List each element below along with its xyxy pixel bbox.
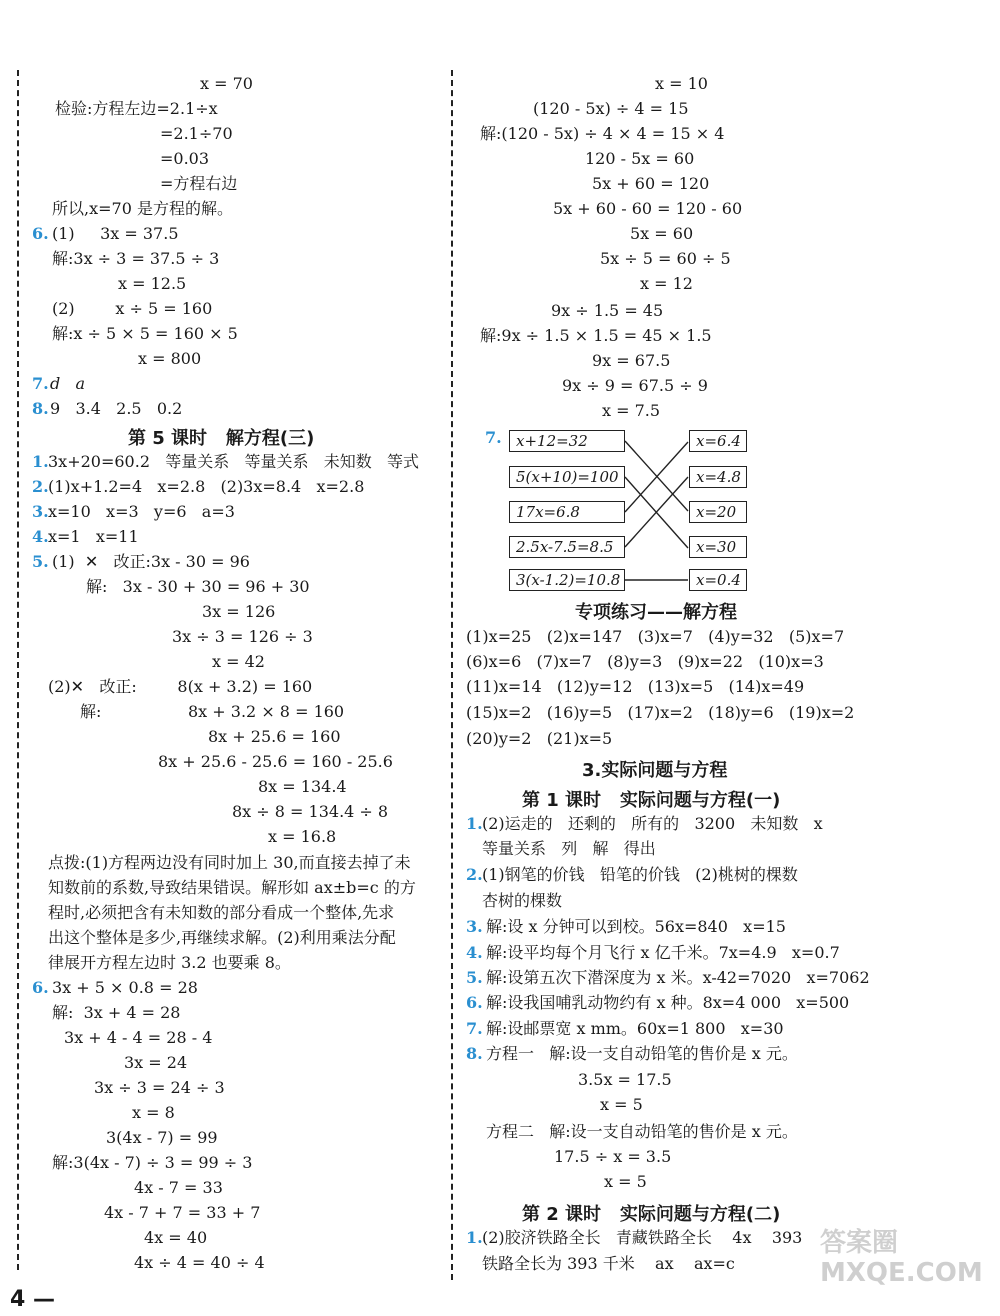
right-line: (1)x=25 (2)x=147 (3)x=7 (4)y=32 (5)x=7: [466, 627, 845, 646]
left-line: x = 42: [212, 652, 265, 671]
left-line: 8x + 25.6 = 160: [208, 727, 341, 746]
left-line: 3x ÷ 3 = 24 ÷ 3: [94, 1078, 225, 1097]
left-line: 检验:方程左边=2.1÷x: [55, 99, 218, 118]
right-line: 等量关系 列 解 得出: [482, 839, 656, 858]
right-line: (2)运走的 还剩的 所有的 3200 未知数 x: [482, 814, 823, 833]
right-line: 解:9x ÷ 1.5 × 1.5 = 45 × 1.5: [480, 326, 712, 345]
right-line: (6)x=6 (7)x=7 (8)y=3 (9)x=22 (10)x=3: [466, 652, 824, 671]
tip-line: 程时,必须把含有未知数的部分看成一个整体,先求: [48, 903, 395, 922]
left-line: 解: 3x - 30 + 30 = 96 + 30: [86, 577, 310, 596]
question-number: 1.: [32, 452, 49, 471]
equation-box: 3(x-1.2)=10.8: [509, 569, 625, 591]
solution-box: x=4.8: [689, 466, 747, 488]
left-line: (2) x ÷ 5 = 160: [52, 299, 213, 318]
left-line: x = 12.5: [118, 274, 187, 293]
section-title: 第 2 课时 实际问题与方程(二): [522, 1204, 781, 1225]
right-line: 5x ÷ 5 = 60 ÷ 5: [600, 249, 731, 268]
right-line: (120 - 5x) ÷ 4 = 15: [533, 99, 689, 118]
right-line: 解:设第五次下潜深度为 x 米。x-42=7020 x=7062: [486, 968, 870, 987]
tip-line: 出这个整体是多少,再继续求解。(2)利用乘法分配: [48, 928, 396, 947]
question-number: 8.: [32, 399, 49, 418]
question-number: 5.: [32, 552, 49, 571]
question-number: 3.: [466, 917, 483, 936]
right-line: 120 - 5x = 60: [585, 149, 695, 168]
equation-box: 17x=6.8: [509, 501, 625, 523]
left-margin-divider: [17, 70, 19, 1270]
solution-box: x=30: [689, 536, 747, 558]
left-line: 8x ÷ 8 = 134.4 ÷ 8: [232, 802, 389, 821]
equation-box: x+12=32: [509, 430, 625, 452]
right-line: 9x = 67.5: [592, 351, 671, 370]
question-number: 1.: [466, 814, 483, 833]
chapter-title: 3.实际问题与方程: [582, 760, 728, 781]
right-line: x = 5: [600, 1095, 643, 1114]
left-line: 3x = 24: [124, 1053, 188, 1072]
right-line: (2)胶济铁路全长 青藏铁路全长 4x 393: [482, 1228, 803, 1247]
left-line: (1)x+1.2=4 x=2.8 (2)3x=8.4 x=2.8: [48, 477, 365, 496]
question-number: 6.: [32, 978, 49, 997]
question-number: 6.: [466, 993, 483, 1012]
section-title: 第 1 课时 实际问题与方程(一): [522, 790, 781, 811]
right-line: 解:(120 - 5x) ÷ 4 × 4 = 15 × 4: [480, 124, 725, 143]
left-line: 9 3.4 2.5 0.2: [50, 399, 183, 418]
section-title: 专项练习——解方程: [575, 602, 737, 623]
right-line: (1)钢笔的价钱 铅笔的价钱 (2)桃树的棵数: [482, 865, 798, 884]
left-line: 4x - 7 = 33: [134, 1178, 223, 1197]
right-line: 铁路全长为 393 千米 ax ax=c: [482, 1254, 735, 1273]
column-divider: [451, 70, 453, 1280]
tip-line: 律展开方程左边时 3.2 也要乘 8。: [48, 953, 291, 972]
left-line: x=10 x=3 y=6 a=3: [48, 502, 235, 521]
section-title: 第 5 课时 解方程(三): [128, 428, 315, 449]
right-line: 5x + 60 = 120: [592, 174, 710, 193]
matching-diagram: [505, 428, 755, 593]
left-line: =方程右边: [160, 174, 238, 193]
tip-line: 知数前的系数,导致结果错误。解形如 ax±b=c 的方: [48, 878, 416, 897]
question-number: 2.: [32, 477, 49, 496]
question-number: 3.: [32, 502, 49, 521]
left-line: x=1 x=11: [48, 527, 139, 546]
left-line: 解:: [80, 702, 102, 721]
left-line: 3x ÷ 3 = 126 ÷ 3: [172, 627, 313, 646]
right-line: (15)x=2 (16)y=5 (17)x=2 (18)y=6 (19)x=2: [466, 703, 855, 722]
equation-box: 5(x+10)=100: [509, 466, 625, 488]
right-line: 5x = 60: [630, 224, 694, 243]
watermark: 答案圈 MXQE.COM: [820, 1228, 983, 1288]
left-line: x = 800: [138, 349, 202, 368]
right-line: 解:设平均每个月飞行 x 亿千米。7x=4.9 x=0.7: [486, 943, 840, 962]
left-line: 3x + 5 × 0.8 = 28: [52, 978, 198, 997]
right-line: x = 5: [604, 1172, 647, 1191]
question-number: 6.: [32, 224, 49, 243]
right-line: 5x + 60 - 60 = 120 - 60: [553, 199, 743, 218]
left-line: 8x + 3.2 × 8 = 160: [188, 702, 345, 721]
left-line: x = 8: [132, 1103, 175, 1122]
left-line: 8x = 134.4: [258, 777, 347, 796]
solution-box: x=6.4: [689, 430, 747, 452]
right-line: (20)y=2 (21)x=5: [466, 729, 613, 748]
tip-line: 点拨:(1)方程两边没有同时加上 30,而直接去掉了未: [48, 853, 411, 872]
left-line: 3x+20=60.2 等量关系 等量关系 未知数 等式: [48, 452, 420, 471]
left-line: =2.1÷70: [160, 124, 233, 143]
question-number: 4.: [32, 527, 49, 546]
right-line: 3.5x = 17.5: [578, 1070, 672, 1089]
equation-box: 2.5x-7.5=8.5: [509, 536, 625, 558]
right-line: x = 12: [640, 274, 693, 293]
left-line: 解: 3x + 4 = 28: [52, 1003, 181, 1022]
left-line: =0.03: [160, 149, 210, 168]
left-line: d a: [50, 374, 86, 393]
left-line: 3x + 4 - 4 = 28 - 4: [64, 1028, 213, 1047]
solution-box: x=0.4: [689, 569, 747, 591]
question-number: 4.: [466, 943, 483, 962]
question-number: 8.: [466, 1044, 483, 1063]
right-line: 17.5 ÷ x = 3.5: [554, 1147, 672, 1166]
question-number: 7.: [32, 374, 49, 393]
right-line: 杏树的棵数: [482, 891, 563, 910]
left-line: 解:3(4x - 7) ÷ 3 = 99 ÷ 3: [52, 1153, 253, 1172]
right-line: (11)x=14 (12)y=12 (13)x=5 (14)x=49: [466, 677, 805, 696]
left-line: 4x - 7 + 7 = 33 + 7: [104, 1203, 261, 1222]
left-line: (2)✕ 改正: 8(x + 3.2) = 160: [48, 677, 313, 696]
solution-box: x=20: [689, 501, 747, 523]
right-line: 9x ÷ 9 = 67.5 ÷ 9: [562, 376, 708, 395]
left-line: 解:x ÷ 5 × 5 = 160 × 5: [52, 324, 238, 343]
right-line: 方程一 解:设一支自动铅笔的售价是 x 元。: [486, 1044, 798, 1063]
left-line: x = 70: [200, 74, 253, 93]
question-number: 7.: [466, 1019, 483, 1038]
right-line: x = 7.5: [602, 401, 661, 420]
question-number: 2.: [466, 865, 483, 884]
right-line: 解:设我国哺乳动物约有 x 种。8x=4 000 x=500: [486, 993, 850, 1012]
left-line: 4x = 40: [144, 1228, 208, 1247]
question-number: 5.: [466, 968, 483, 987]
question-number: 1.: [466, 1228, 483, 1247]
left-line: 8x + 25.6 - 25.6 = 160 - 25.6: [158, 752, 393, 771]
right-line: 9x ÷ 1.5 = 45: [551, 301, 664, 320]
right-line: 解:设 x 分钟可以到校。56x=840 x=15: [486, 917, 786, 936]
left-line: 解:3x ÷ 3 = 37.5 ÷ 3: [52, 249, 220, 268]
left-line: (1) ✕ 改正:3x - 30 = 96: [52, 552, 250, 571]
left-line: 所以,x=70 是方程的解。: [52, 199, 233, 218]
right-line: 方程二 解:设一支自动铅笔的售价是 x 元。: [486, 1122, 798, 1141]
question-number: 7.: [485, 428, 502, 447]
right-line: 解:设邮票宽 x mm。60x=1 800 x=30: [486, 1019, 784, 1038]
left-line: 3x = 126: [202, 602, 276, 621]
right-line: x = 10: [655, 74, 708, 93]
left-line: 4x ÷ 4 = 40 ÷ 4: [134, 1253, 265, 1272]
left-line: 3(4x - 7) = 99: [106, 1128, 218, 1147]
page-number: 4 —: [10, 1287, 55, 1312]
left-line: (1) 3x = 37.5: [52, 224, 179, 243]
left-line: x = 16.8: [268, 827, 337, 846]
